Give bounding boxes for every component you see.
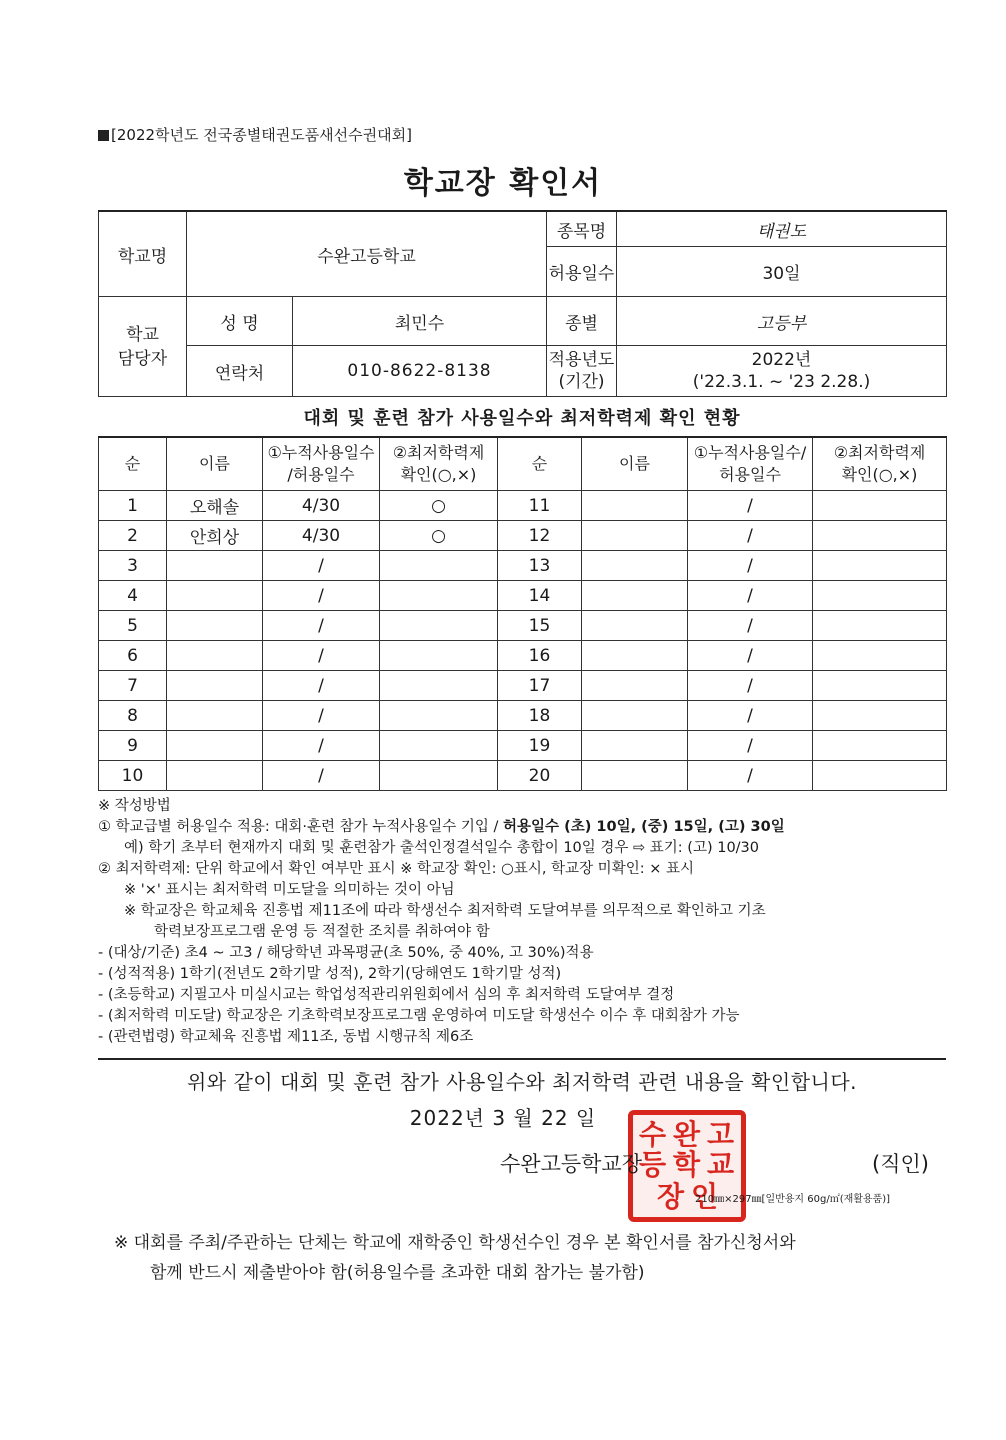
student-name [167,551,263,581]
name-value: 최민수 [293,297,547,346]
student-name [582,701,688,731]
academic-check [380,611,498,641]
used-days: / [263,731,380,761]
used-days: 4/30 [263,491,380,521]
contact-value: 010-8622-8138 [293,346,547,397]
row-number: 12 [498,521,582,551]
allowed-days-value: 30일 [617,247,947,297]
student-name: 안희상 [167,521,263,551]
header-no-right: 순 [498,437,582,491]
official-seal-stamp: 수 완 고 등 학 교 장 인 [628,1110,746,1222]
row-number: 2 [99,521,167,551]
note-dash-5: - (관련법령) 학교체육 진흥법 제11조, 동법 시행규칙 제6조 [98,1029,474,1045]
period-label: 적용년도 (기간) [547,346,617,397]
submission-note [114,1228,796,1288]
academic-check [813,551,947,581]
student-name [582,671,688,701]
table-row [99,671,947,701]
row-number: 14 [498,581,582,611]
row-number: 19 [498,731,582,761]
issue-date: 2022년 3 월 22 일 [409,1106,597,1130]
used-days: / [263,671,380,701]
manager-label: 학교 담당자 [99,297,187,397]
note-2-sub-2b: 학력보장프로그램 운영 등 적절한 조치를 취하여야 함 [154,924,490,940]
header-name: 이름 [167,437,263,491]
sport-label: 종목명 [547,211,617,247]
table-row [99,701,947,731]
principal-name: 수완고등학교장 [500,1152,643,1176]
allowed-days-label: 허용일수 [547,247,617,297]
instructions [98,796,958,1048]
table-row [99,731,947,761]
period-range: ('22.3.1. ~ '23 2.28.) [692,372,871,392]
student-name [582,521,688,551]
student-name [582,731,688,761]
school-name: 수완고등학교 [187,211,547,297]
section-title: 대회 및 훈련 참가 사용일수와 최저학력제 확인 현황 [303,408,741,429]
table-row [99,581,947,611]
category-label: 종별 [547,297,617,346]
academic-check [813,731,947,761]
notes-heading: ※ 작성방법 [98,798,171,814]
student-name [167,761,263,791]
note-2-sub-1: ※ '×' 표시는 최저학력 미도달을 의미하는 것이 아님 [124,882,455,898]
row-number: 15 [498,611,582,641]
school-label: 학교명 [99,211,187,297]
note-2: ② 최저학력제: 단위 학교에서 확인 여부만 표시 ※ 학교장 확인: ○표시, 학교장 미확인: × 표시 [98,861,694,877]
note-1: ① 학교급별 허용일수 적용: 대회·훈련 참가 누적사용일수 기입 / 허용일수 (초) 10일, (중) 15일, (고) 30일 [98,819,785,835]
name-label: 성 명 [187,297,293,346]
student-name: 오해솔 [167,491,263,521]
student-name [167,701,263,731]
student-name [582,491,688,521]
period-year: 2022년 [751,350,812,370]
academic-check [813,671,947,701]
used-days: / [688,611,813,641]
academic-check [380,731,498,761]
used-days: / [688,551,813,581]
header-check: ②최저학력제 확인(○,×) [380,437,498,491]
contact-label: 연락처 [187,346,293,397]
used-days: / [688,671,813,701]
used-days: / [688,491,813,521]
academic-check: ○ [380,521,498,551]
sport-value: 태권도 [617,211,947,247]
row-number: 5 [99,611,167,641]
row-number: 16 [498,641,582,671]
note-1-example: 예) 학기 초부터 현재까지 대회 및 훈련참가 출석인정결석일수 총합이 10일 경우 ⇨ 표기: (고) 10/30 [124,840,760,856]
student-name [582,761,688,791]
used-days: / [688,701,813,731]
student-name [167,731,263,761]
header-no: 순 [99,437,167,491]
academic-check [813,521,947,551]
row-number: 7 [99,671,167,701]
student-name [167,581,263,611]
roster-table [98,436,947,791]
row-number: 18 [498,701,582,731]
document-title: 학교장 확인서 [403,166,603,201]
row-number: 1 [99,491,167,521]
academic-check [380,761,498,791]
used-days: / [263,761,380,791]
used-days: / [688,641,813,671]
used-days: / [263,641,380,671]
student-name [582,581,688,611]
row-number: 3 [99,551,167,581]
academic-check [380,701,498,731]
roster-body [99,491,947,791]
row-number: 4 [99,581,167,611]
header-name-right: 이름 [582,437,688,491]
table-row [99,761,947,791]
table-row [99,491,947,521]
row-number: 9 [99,731,167,761]
category-value: 고등부 [617,297,947,346]
header-check-right: ②최저학력제 확인(○,×) [813,437,947,491]
event-tag: [2022학년도 전국종별태권도품새선수권대회] [98,124,412,145]
academic-check [380,671,498,701]
square-bullet-icon [98,130,109,141]
note-dash-3: - (초등학교) 지필고사 미실시교는 학업성적관리위원회에서 심의 후 최저학력 도달여부 결정 [98,987,675,1003]
note-dash-2: - (성적적용) 1학기(전년도 2학기말 성적), 2학기(당해연도 1학기말 성적) [98,966,562,982]
academic-check: ○ [380,491,498,521]
seal-label: (직인) [872,1152,929,1176]
note-dash-1: - (대상/기준) 초4 ~ 고3 / 해당학년 과목평균(초 50%, 중 40%, 고 30%)적용 [98,945,594,961]
used-days: / [263,611,380,641]
used-days: / [688,581,813,611]
student-name [167,641,263,671]
school-info-table [98,210,947,397]
student-name [582,551,688,581]
used-days: / [688,731,813,761]
table-row [99,641,947,671]
used-days: / [688,521,813,551]
student-name [582,611,688,641]
submission-note-line-2: 함께 반드시 제출받아야 함(허용일수를 초과한 대회 참가는 불가함) [150,1263,645,1283]
row-number: 13 [498,551,582,581]
submission-note-line-1: ※ 대회를 주최/주관하는 단체는 학교에 재학중인 학생선수인 경우 본 확인서를 참가신청서와 [114,1233,796,1253]
academic-check [380,551,498,581]
student-name [582,641,688,671]
table-row [99,521,947,551]
academic-check [380,581,498,611]
table-row [99,551,947,581]
academic-check [813,641,947,671]
paper-spec: 210㎜×297㎜[일반용지 60g/㎡(재활용품)] [695,1194,891,1205]
used-days: / [263,701,380,731]
note-dash-4: - (최저학력 미도달) 학교장은 기초학력보장프로그램 운영하여 미도달 학생선수 이수 후 대회참가 가능 [98,1008,740,1024]
student-name [167,671,263,701]
row-number: 20 [498,761,582,791]
used-days: / [688,761,813,791]
header-days: ①누적사용일수 /허용일수 [263,437,380,491]
academic-check [380,641,498,671]
header-days-right: ①누적사용일수/ 허용일수 [688,437,813,491]
period-cell [617,346,947,397]
used-days: / [263,551,380,581]
student-name [167,611,263,641]
row-number: 17 [498,671,582,701]
confirmation-statement: 위와 같이 대회 및 훈련 참가 사용일수와 최저학력 관련 내용을 확인합니다. [98,1058,946,1095]
row-number: 6 [99,641,167,671]
used-days: / [263,581,380,611]
row-number: 11 [498,491,582,521]
academic-check [813,491,947,521]
academic-check [813,581,947,611]
academic-check [813,761,947,791]
row-number: 10 [99,761,167,791]
table-row [99,611,947,641]
row-number: 8 [99,701,167,731]
used-days: 4/30 [263,521,380,551]
note-2-sub-2a: ※ 학교장은 학교체육 진흥법 제11조에 따라 학생선수 최저학력 도달여부를 의무적으로 확인하고 기초 [124,903,766,919]
academic-check [813,701,947,731]
academic-check [813,611,947,641]
